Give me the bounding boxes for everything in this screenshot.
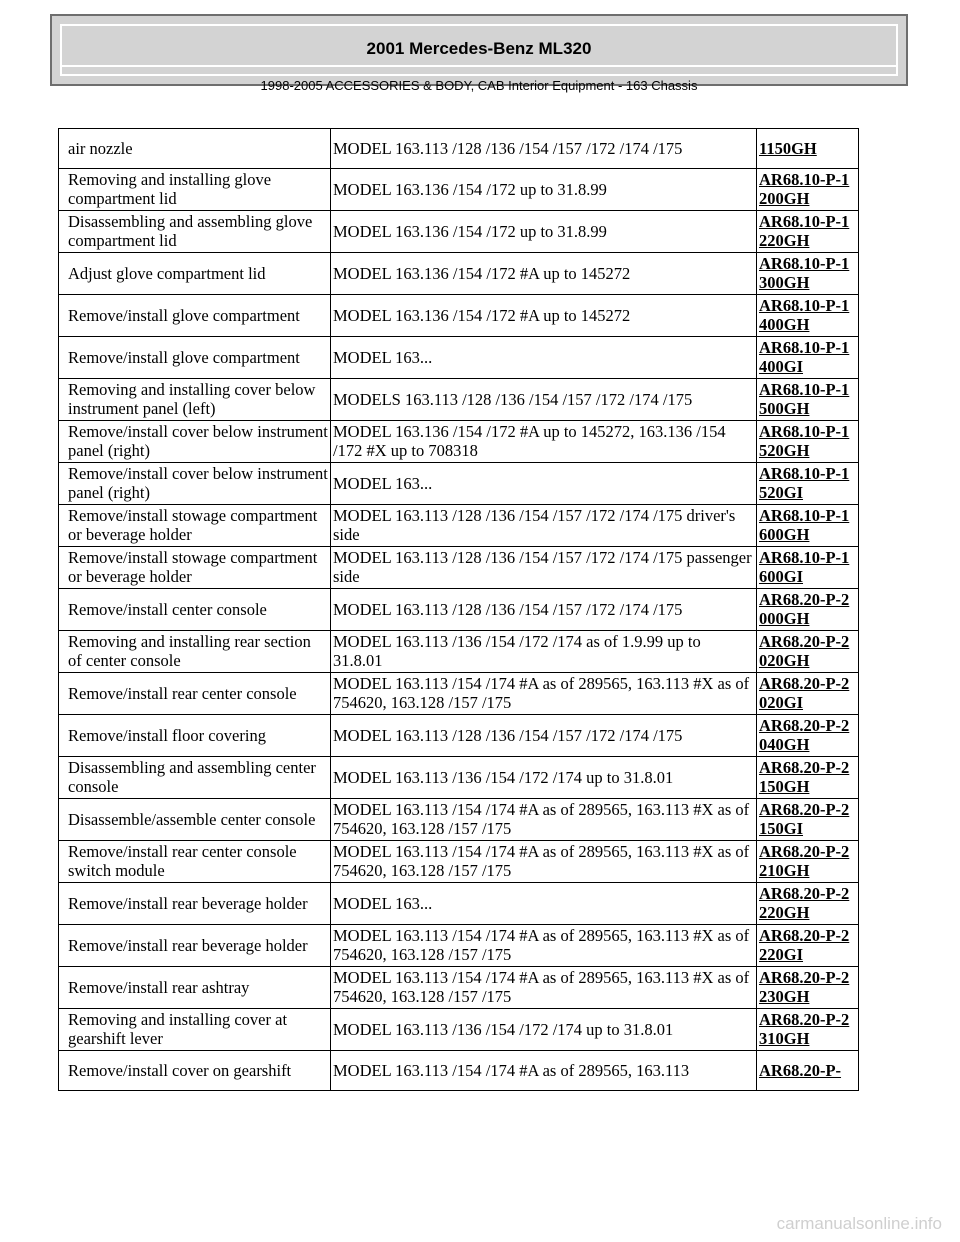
procedure-description: Remove/install glove compartment <box>59 295 331 337</box>
document-link-cell <box>757 337 859 379</box>
procedure-description: Removing and installing cover below instrument panel (left) <box>59 379 331 421</box>
model-applicability: MODEL 163.113 /154 /174 #A as of 289565, 163.113 #X as of 754620, 163.128 /157 /175 <box>331 841 757 883</box>
procedure-description: Remove/install cover below instrument panel (right) <box>59 463 331 505</box>
model-applicability: MODEL 163.113 /154 /174 #A as of 289565, 163.113 #X as of 754620, 163.128 /157 /175 <box>331 799 757 841</box>
document-link[interactable]: AR68.10-P-1520GH <box>759 422 850 460</box>
procedure-description: Removing and installing glove compartment lid <box>59 169 331 211</box>
document-link[interactable]: AR68.20-P- <box>759 1060 842 1080</box>
model-applicability: MODEL 163.113 /136 /154 /172 /174 as of 1.9.99 up to 31.8.01 <box>331 631 757 673</box>
document-link-cell <box>757 715 859 757</box>
document-link[interactable]: AR68.20-P-2310GH <box>759 1010 850 1048</box>
document-link[interactable]: AR68.20-P-2230GH <box>759 968 850 1006</box>
table-row <box>59 129 859 169</box>
model-applicability: MODEL 163.113 /154 /174 #A as of 289565, 163.113 #X as of 754620, 163.128 /157 /175 <box>331 673 757 715</box>
procedure-description: Remove/install rear beverage holder <box>59 883 331 925</box>
document-link-cell <box>757 631 859 673</box>
procedure-description: Remove/install stowage compartment or beverage holder <box>59 547 331 589</box>
table-row <box>59 883 859 925</box>
document-link-cell <box>757 925 859 967</box>
table-row <box>59 547 859 589</box>
document-link[interactable]: AR68.20-P-2220GI <box>759 926 850 964</box>
document-link-cell <box>757 1051 859 1091</box>
procedure-description: Disassemble/assemble center console <box>59 799 331 841</box>
table-row <box>59 757 859 799</box>
table-row <box>59 1009 859 1051</box>
table-row <box>59 295 859 337</box>
document-link-cell <box>757 757 859 799</box>
table-row <box>59 169 859 211</box>
watermark: carmanualsonline.info <box>776 1214 942 1233</box>
model-applicability: MODEL 163... <box>331 883 757 925</box>
page-footer <box>0 1126 960 1242</box>
document-link[interactable]: AR68.20-P-2020GH <box>759 632 850 670</box>
procedure-description: Remove/install cover below instrument panel (right) <box>59 421 331 463</box>
document-link-cell <box>757 1009 859 1051</box>
document-link-cell <box>757 295 859 337</box>
table-row <box>59 715 859 757</box>
procedure-description: Disassembling and assembling center console <box>59 757 331 799</box>
page-subtitle: 1998-2005 ACCESSORIES & BODY, CAB Interior Equipment - 163 Chassis <box>260 78 698 93</box>
page-header-frame <box>60 24 898 93</box>
table-row <box>59 841 859 883</box>
table-row <box>59 673 859 715</box>
document-link[interactable]: AR68.20-P-2000GH <box>759 590 850 628</box>
document-link[interactable]: AR68.10-P-1520GI <box>759 464 850 502</box>
document-link[interactable]: AR68.20-P-2220GH <box>759 884 850 922</box>
model-applicability: MODEL 163.136 /154 /172 #A up to 145272 <box>331 253 757 295</box>
document-link-cell <box>757 547 859 589</box>
model-applicability: MODEL 163.113 /136 /154 /172 /174 up to 31.8.01 <box>331 1009 757 1051</box>
document-link[interactable]: AR68.10-P-1220GH <box>759 212 850 250</box>
table-row <box>59 631 859 673</box>
model-applicability: MODEL 163.113 /136 /154 /172 /174 up to 31.8.01 <box>331 757 757 799</box>
document-link-cell <box>757 169 859 211</box>
document-link-cell <box>757 379 859 421</box>
procedure-description: Remove/install cover on gearshift <box>59 1051 331 1091</box>
procedure-description: Removing and installing cover at gearshift lever <box>59 1009 331 1051</box>
procedure-description: Remove/install glove compartment <box>59 337 331 379</box>
document-link[interactable]: AR68.20-P-2210GH <box>759 842 850 880</box>
table-row <box>59 925 859 967</box>
document-link-cell <box>757 421 859 463</box>
document-link[interactable]: AR68.10-P-1400GH <box>759 296 850 334</box>
document-link[interactable]: AR68.20-P-2020GI <box>759 674 850 712</box>
document-link[interactable]: AR68.10-P-1400GI <box>759 338 850 376</box>
table-row <box>59 1051 859 1091</box>
procedure-description: Remove/install stowage compartment or beverage holder <box>59 505 331 547</box>
model-applicability: MODEL 163.136 /154 /172 #A up to 145272 <box>331 295 757 337</box>
document-link-cell <box>757 883 859 925</box>
model-applicability: MODEL 163.113 /128 /136 /154 /157 /172 /174 /175 <box>331 715 757 757</box>
table-row <box>59 589 859 631</box>
procedure-description: Disassembling and assembling glove compartment lid <box>59 211 331 253</box>
model-applicability: MODEL 163.113 /128 /136 /154 /157 /172 /174 /175 <box>331 589 757 631</box>
table-row <box>59 463 859 505</box>
model-applicability: MODEL 163.113 /154 /174 #A as of 289565, 163.113 #X as of 754620, 163.128 /157 /175 <box>331 925 757 967</box>
document-link-cell <box>757 673 859 715</box>
procedure-description: Remove/install rear center console <box>59 673 331 715</box>
procedure-description: Remove/install rear center console switch module <box>59 841 331 883</box>
model-applicability: MODEL 163.113 /128 /136 /154 /157 /172 /174 /175 passenger side <box>331 547 757 589</box>
header-divider <box>62 65 896 67</box>
document-link-cell <box>757 589 859 631</box>
model-applicability: MODEL 163.113 /154 /174 #A as of 289565, 163.113 #X as of 754620, 163.128 /157 /175 <box>331 967 757 1009</box>
document-link[interactable]: AR68.20-P-2150GI <box>759 800 850 838</box>
model-applicability: MODEL 163... <box>331 337 757 379</box>
table-row <box>59 967 859 1009</box>
model-applicability: MODEL 163... <box>331 463 757 505</box>
document-link-cell <box>757 211 859 253</box>
document-link-cell <box>757 967 859 1009</box>
model-applicability: MODEL 163.113 /128 /136 /154 /157 /172 /174 /175 <box>331 129 757 169</box>
procedure-description: Remove/install center console <box>59 589 331 631</box>
document-link[interactable]: AR68.10-P-1300GH <box>759 254 850 292</box>
document-link-cell <box>757 841 859 883</box>
document-link[interactable]: AR68.10-P-1500GH <box>759 380 850 418</box>
procedure-description: Remove/install rear ashtray <box>59 967 331 1009</box>
document-link[interactable]: AR68.20-P-2040GH <box>759 716 850 754</box>
document-link-cell <box>757 799 859 841</box>
table-row <box>59 211 859 253</box>
procedure-table <box>58 128 859 1091</box>
model-applicability: MODEL 163.136 /154 /172 up to 31.8.99 <box>331 169 757 211</box>
table-row <box>59 421 859 463</box>
document-link[interactable]: 1150GH <box>759 138 817 158</box>
document-link[interactable]: AR68.10-P-1600GH <box>759 506 850 544</box>
procedure-description: Adjust glove compartment lid <box>59 253 331 295</box>
document-link-cell <box>757 129 859 169</box>
document-link[interactable]: AR68.20-P-2150GH <box>759 758 850 796</box>
model-applicability: MODEL 163.136 /154 /172 #A up to 145272, 163.136 /154 /172 #X up to 708318 <box>331 421 757 463</box>
document-link[interactable]: AR68.10-P-1600GI <box>759 548 850 586</box>
procedure-description: Remove/install rear beverage holder <box>59 925 331 967</box>
procedure-description: air nozzle <box>59 129 331 169</box>
model-applicability: MODEL 163.136 /154 /172 up to 31.8.99 <box>331 211 757 253</box>
page-header <box>50 14 908 93</box>
table-row <box>59 505 859 547</box>
procedure-description: Remove/install floor covering <box>59 715 331 757</box>
model-applicability: MODELS 163.113 /128 /136 /154 /157 /172 /174 /175 <box>331 379 757 421</box>
model-applicability: MODEL 163.113 /154 /174 #A as of 289565, 163.113 <box>331 1051 757 1091</box>
table-row <box>59 379 859 421</box>
document-link-cell <box>757 253 859 295</box>
table-row <box>59 253 859 295</box>
table-row <box>59 337 859 379</box>
page-title: 2001 Mercedes-Benz ML320 <box>366 39 592 58</box>
model-applicability: MODEL 163.113 /128 /136 /154 /157 /172 /174 /175 driver's side <box>331 505 757 547</box>
document-link-cell <box>757 463 859 505</box>
document-link[interactable]: AR68.10-P-1200GH <box>759 170 850 208</box>
procedure-description: Removing and installing rear section of center console <box>59 631 331 673</box>
document-link-cell <box>757 505 859 547</box>
table-row <box>59 799 859 841</box>
procedure-table-body <box>59 129 859 1091</box>
